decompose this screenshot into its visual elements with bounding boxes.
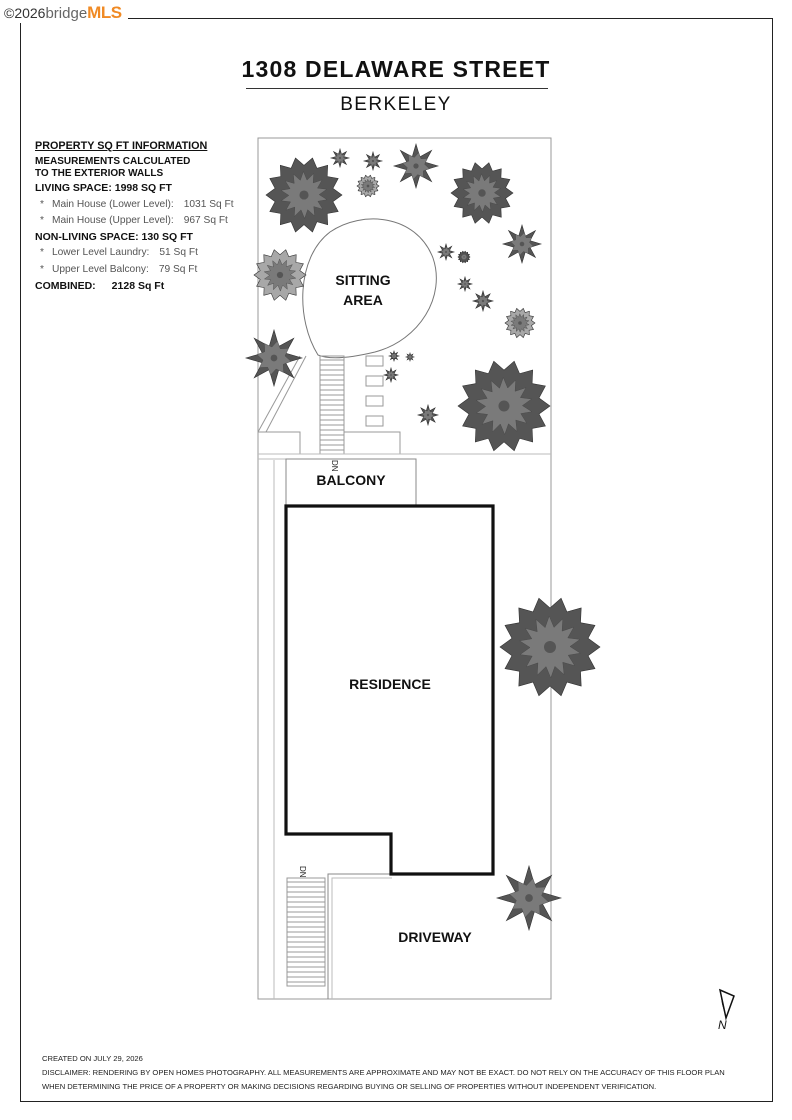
tree-icon: [384, 368, 398, 382]
sitting-area-label-line2: AREA: [343, 292, 383, 308]
tree-icon: [438, 244, 454, 260]
tree-icon: [389, 351, 399, 361]
living-item-value: 1031 Sq Ft: [183, 198, 234, 210]
living-item: * Main House (Upper Level): 967 Sq Ft: [40, 214, 228, 226]
driveway-label: DRIVEWAY: [398, 929, 472, 945]
tree-icon: [473, 291, 493, 311]
dn-lower-label: DN: [298, 866, 307, 878]
footer: [42, 1052, 762, 1094]
non-living-item-value: 51 Sq Ft: [159, 247, 198, 259]
tree-icon: [357, 175, 379, 196]
non-living-space-total: NON-LIVING SPACE: 130 SQ FT: [35, 231, 193, 244]
sitting-area-label: [322, 270, 404, 310]
non-living-item: * Lower Level Laundry: 51 Sq Ft: [40, 247, 198, 259]
tree-icon: [458, 361, 550, 451]
tree-icon: [505, 308, 535, 337]
sqft-heading: PROPERTY SQ FT INFORMATION: [35, 140, 208, 152]
living-item-label: Main House (Lower Level):: [51, 198, 174, 210]
watermark-brand-bridge: bridge: [45, 4, 88, 22]
sqft-note-line2: TO THE EXTERIOR WALLS: [35, 168, 164, 180]
stepping-stone: [366, 356, 383, 366]
balcony-label: BALCONY: [316, 472, 386, 488]
north-arrow-icon: [708, 988, 742, 1022]
tree-icon: [364, 152, 382, 170]
sitting-area-label-line1: SITTING: [335, 272, 391, 288]
combined-value: 2128 Sq Ft: [111, 280, 165, 293]
dn-upper-label: DN: [330, 460, 339, 472]
stepping-stone: [366, 376, 383, 386]
created-date: CREATED ON JULY 29, 2026: [42, 1054, 143, 1063]
non-living-item: * Upper Level Balcony: 79 Sq Ft: [40, 263, 198, 275]
page-title: 1308 DELAWARE STREET: [241, 56, 551, 82]
tree-icon: [266, 158, 342, 232]
tree-icon: [458, 277, 472, 291]
tree-icon: [458, 251, 470, 263]
living-space-total: LIVING SPACE: 1998 SQ FT: [35, 182, 172, 195]
tree-icon: [406, 353, 414, 361]
tree-icon: [331, 149, 349, 167]
tree-icon: [254, 250, 306, 301]
tree-icon: [246, 330, 302, 386]
deck-edge: [258, 432, 300, 454]
tree-icon: [500, 598, 600, 695]
combined-label: COMBINED:: [35, 280, 96, 293]
north-label: N: [718, 1018, 727, 1032]
watermark-copyright: ©2026: [4, 5, 46, 21]
tree-icon: [418, 405, 438, 425]
non-living-item-label: Upper Level Balcony:: [51, 263, 149, 275]
living-item-label: Main House (Upper Level):: [51, 214, 174, 226]
disclaimer-line1: DISCLAIMER: RENDERING BY OPEN HOMES PHOTOGRAPHY. ALL MEASUREMENTS ARE APPROXIMATE AND MAY NOT BE EXACT. DO NOT RELY ON THE ACCURACY OF THIS FLOOR PLAN: [42, 1068, 725, 1077]
page-subtitle: BERKELEY: [340, 94, 452, 115]
disclaimer-line2: WHEN DETERMINING THE PRICE OF A PROPERTY OR MAKING DECISIONS REGARDING BUYING OR SELLING OF PROPERTIES WITHOUT INDEPENDENT VERIFICATION.: [42, 1082, 657, 1091]
living-item: * Main House (Lower Level): 1031 Sq Ft: [40, 198, 234, 210]
non-living-item-label: Lower Level Laundry:: [51, 247, 150, 259]
watermark-brand-mls: MLS: [87, 3, 122, 22]
deck-edge: [344, 432, 400, 454]
tree-icon: [451, 163, 513, 223]
non-living-item-value: 79 Sq Ft: [158, 263, 198, 275]
living-item-value: 967 Sq Ft: [183, 214, 228, 226]
sqft-note-line1: MEASUREMENTS CALCULATED: [35, 156, 191, 168]
tree-icon: [394, 144, 438, 188]
stepping-stone: [366, 416, 383, 426]
stepping-stone: [366, 396, 383, 406]
residence-label: RESIDENCE: [349, 676, 431, 692]
tree-icon: [503, 225, 541, 263]
tree-icon: [497, 866, 561, 930]
